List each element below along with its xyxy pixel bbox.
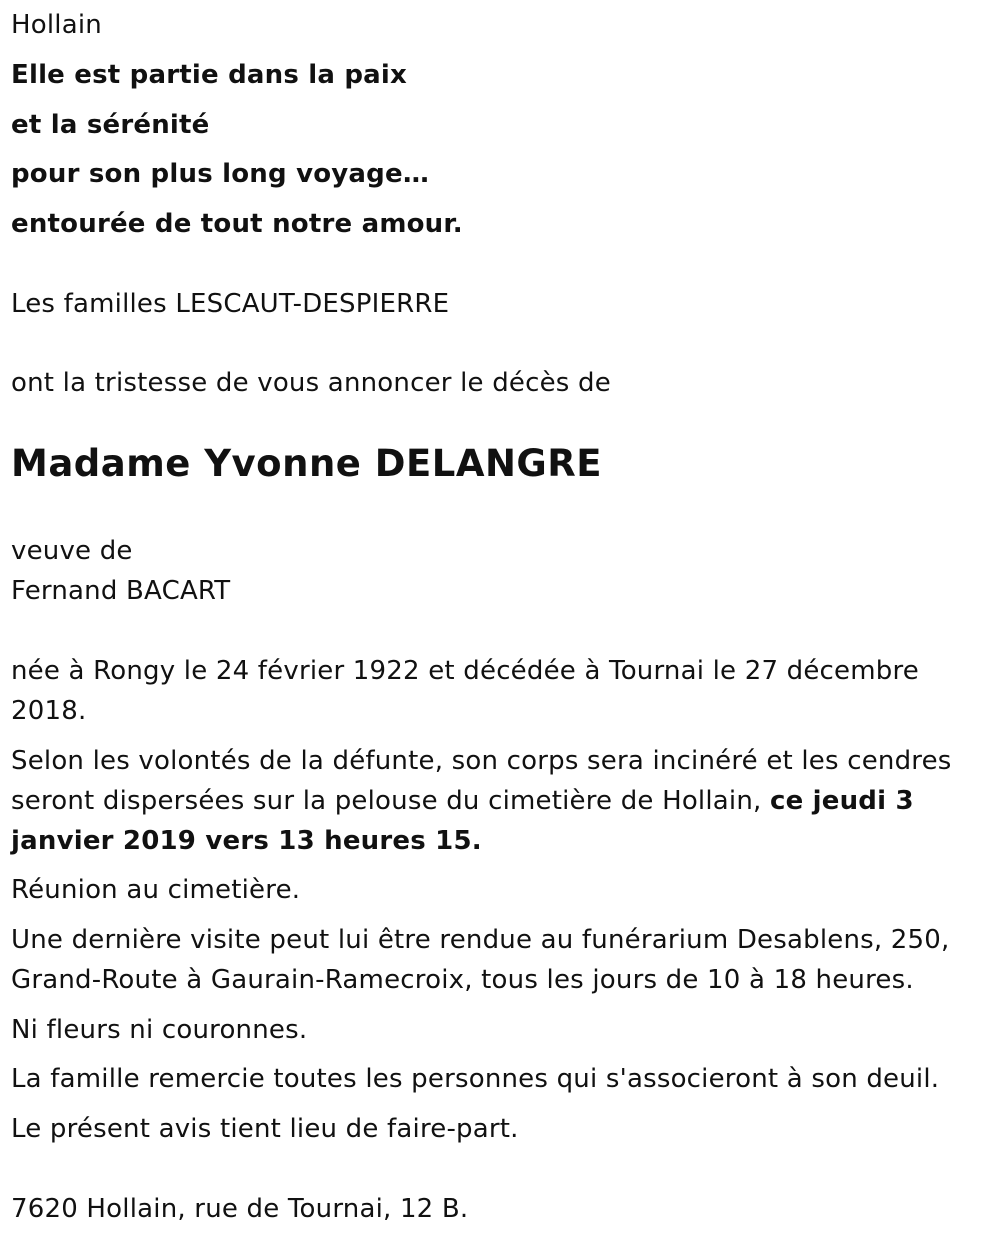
ceremony-line: [11, 781, 914, 821]
ceremony-date-time: janvier 2019 vers 13 heures 15.: [11, 826, 482, 856]
widow-of-label: veuve de: [11, 536, 133, 566]
spouse-name: Fernand BACART: [11, 576, 231, 606]
poem-line: pour son plus long voyage…: [11, 159, 430, 189]
meeting-line: Réunion au cimetière.: [11, 875, 301, 905]
birth-death-line: 2018.: [11, 696, 87, 726]
ceremony-text: seront dispersées sur la pelouse du cimetière de Hollain,: [11, 786, 770, 816]
poem-line: et la sérénité: [11, 110, 210, 140]
thanks-line: La famille remercie toutes les personnes qui s'associeront à son deuil.: [11, 1064, 940, 1094]
visit-line: Grand-Route à Gaurain-Ramecroix, tous les jours de 10 à 18 heures.: [11, 965, 914, 995]
announcement-line: ont la tristesse de vous annoncer le décès de: [11, 368, 611, 398]
poem-line: entourée de tout notre amour.: [11, 209, 463, 239]
deceased-name: Madame Yvonne DELANGRE: [11, 442, 603, 485]
address-line: 7620 Hollain, rue de Tournai, 12 B.: [11, 1194, 469, 1224]
birth-death-line: née à Rongy le 24 février 1922 et décédée à Tournai le 27 décembre: [11, 656, 919, 686]
ceremony-date: ce jeudi 3: [769, 786, 914, 816]
ceremony-line: Selon les volontés de la défunte, son corps sera incinéré et les cendres: [11, 746, 952, 776]
location-header: Hollain: [11, 10, 102, 40]
visit-line: Une dernière visite peut lui être rendue au funérarium Desablens, 250,: [11, 925, 950, 955]
no-flowers-line: Ni fleurs ni couronnes.: [11, 1015, 308, 1045]
poem-line: Elle est partie dans la paix: [11, 60, 408, 90]
families-line: Les familles LESCAUT-DESPIERRE: [11, 289, 450, 319]
notice-line: Le présent avis tient lieu de faire-part.: [11, 1114, 519, 1144]
